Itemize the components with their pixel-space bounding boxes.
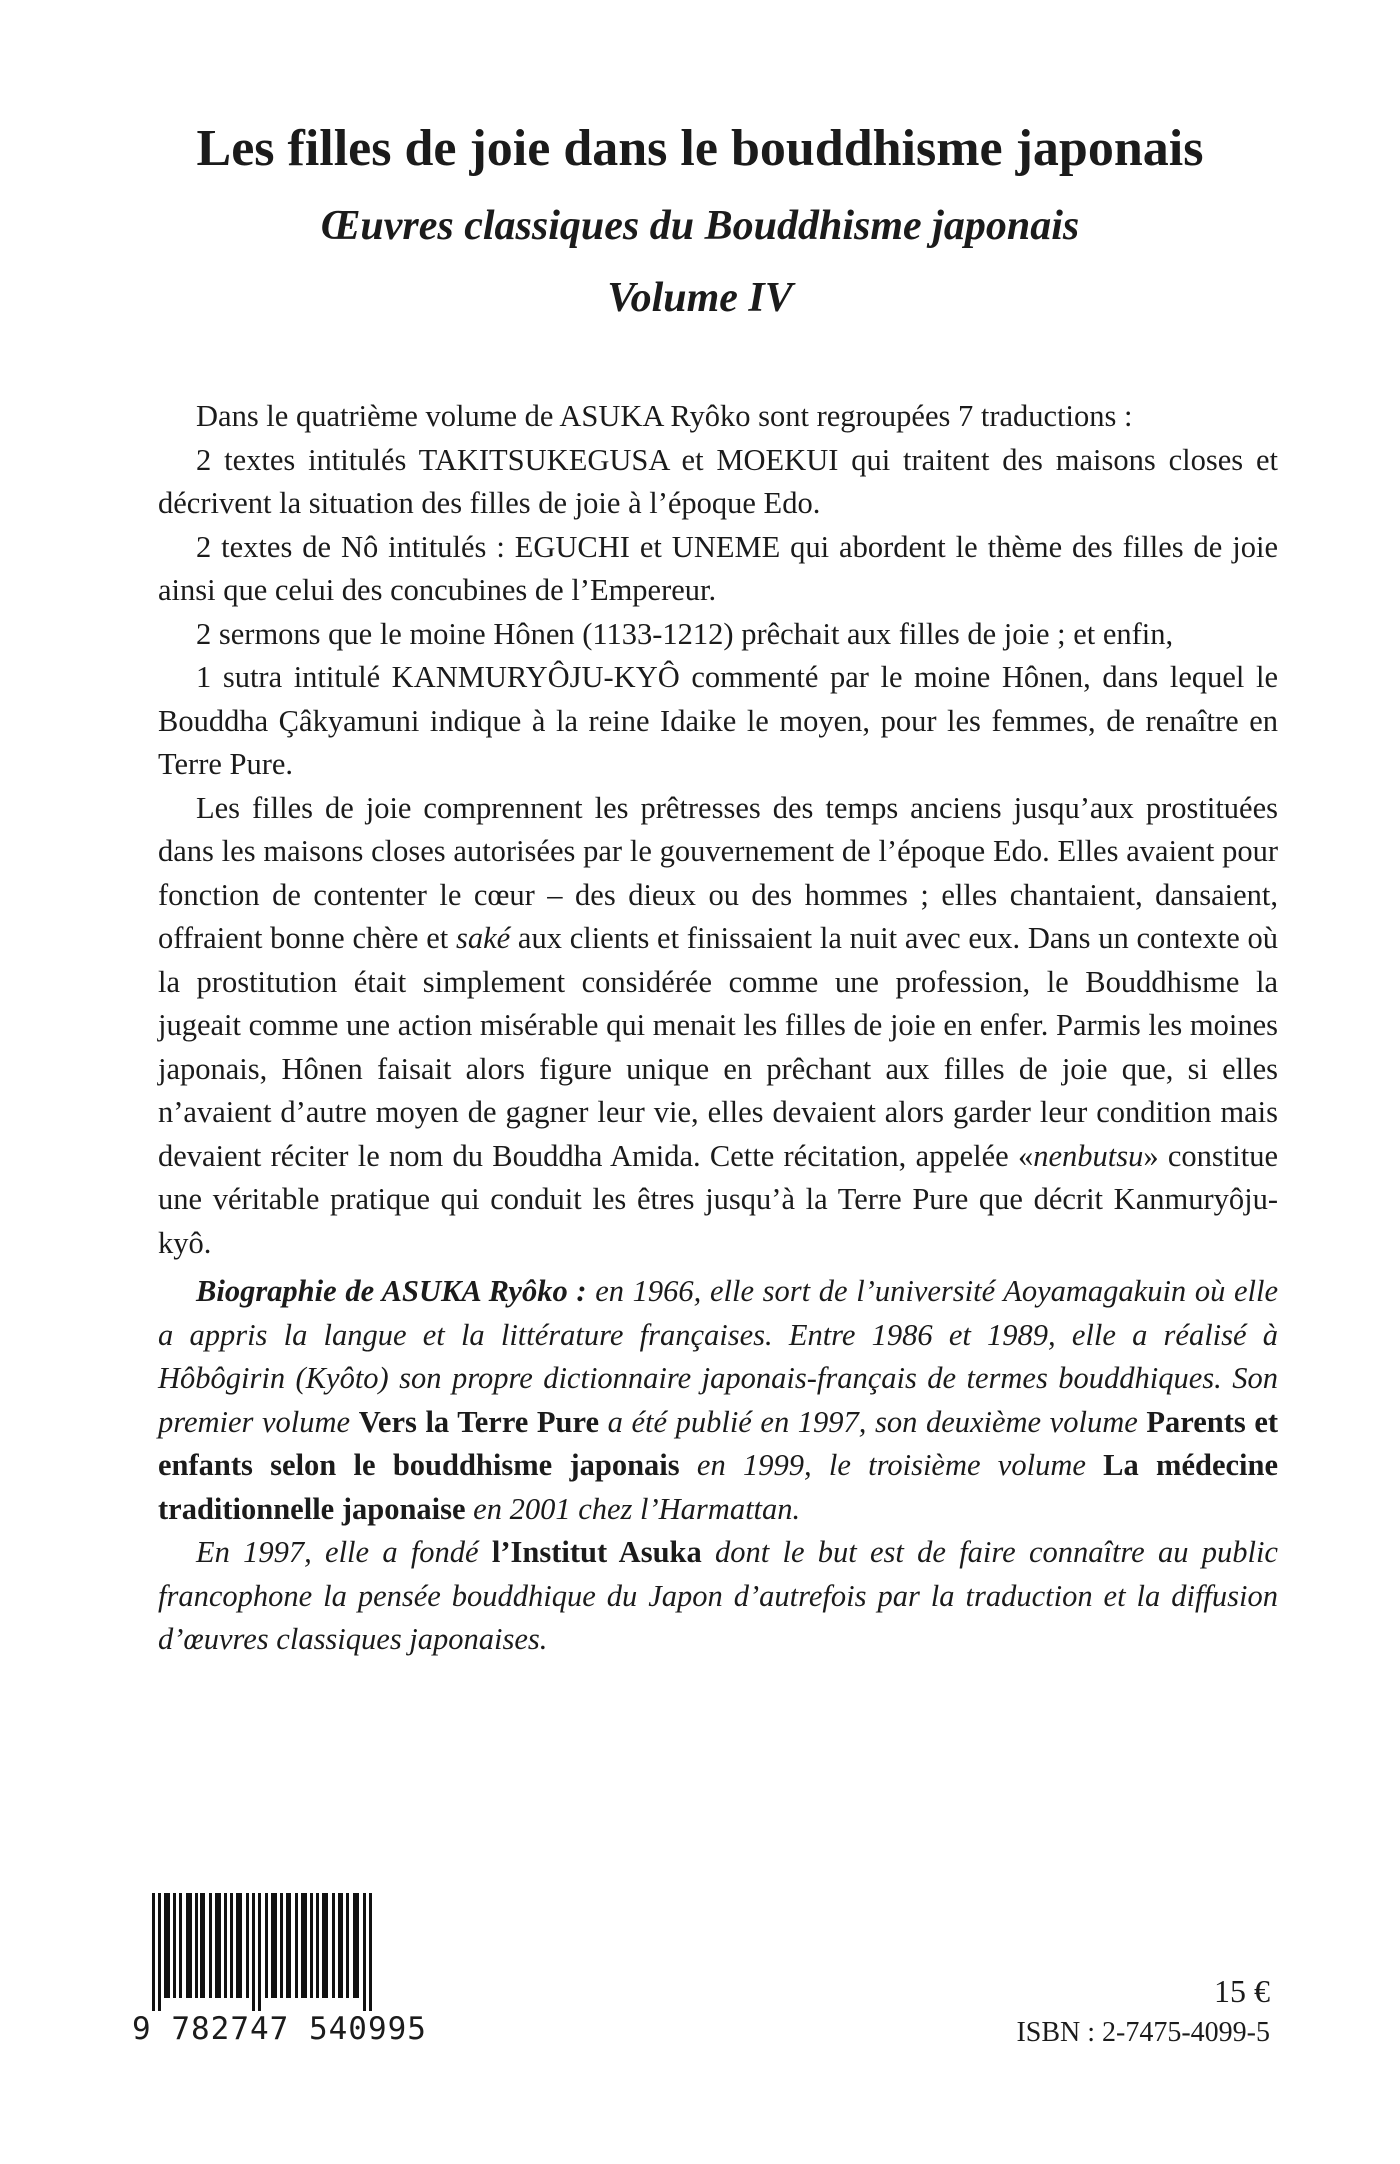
summary-text [158,395,1278,1265]
summary-paragraph [158,439,1278,526]
series-subtitle: Œuvres classiques du Bouddhisme japonais [320,203,1080,249]
summary-p6a: Les filles de joie comprennent les prêtresses des temps anciens jusqu’aux prostituées dans les maisons closes autorisées par le gouvernement de l’époque Edo. Elles avaient pour fonction de contenter le cœur – des dieux ou des hommes ; elles chantaient, dansaient, offraient bonne chère et [158,790,1278,955]
bio-t2: a été publié en 1997, son deuxième volume [607,1404,1138,1439]
bio-t3: en 1999, le troisième volume [696,1448,1086,1482]
summary-p1: Dans le quatrième volume de ASUKA Ryôko sont regroupées 7 traductions : [196,399,1133,433]
author-biography [158,1270,1278,1662]
institute-name: l’Institut Asuka [491,1535,702,1569]
isbn: ISBN : 2-7475-4099-5 [1016,2017,1270,2048]
term-sake: saké [455,921,511,955]
summary-p4: 2 sermons que le moine Hônen (1133-1212) prêchait aux filles de joie ; et enfin, [196,616,1174,651]
summary-paragraph [158,613,1278,657]
bio-t5: En 1997, elle a fondé [196,1535,479,1569]
summary-paragraph [158,395,1278,439]
summary-p2: 2 textes intitulés TAKITSUKEGUSA et MOEKUI qui traitent des maisons closes et décrivent la situation des filles de joie à l’époque Edo. [158,442,1278,520]
bio-label: Biographie de ASUKA Ryôko : [196,1274,587,1308]
volume-label: Volume IV [607,275,793,321]
bio-t6: dont le but est de faire connaître au public francophone la pensée bouddhique du Japon d’autrefois par la traduction et la diffusion d’œuvres classiques japonaises. [158,1535,1278,1656]
book-title-1: Vers la Terre Pure [358,1404,600,1439]
price: 15 € [1214,1973,1270,2009]
book-title-3: La médecine traditionnelle japonaise [158,1448,1278,1526]
barcode-digits: 9 782747 540995 [132,2011,427,2047]
bio-paragraph [158,1531,1278,1662]
barcode-bars [132,1893,394,2011]
barcode [132,1893,427,2063]
summary-paragraph [158,656,1278,787]
book-title: Les filles de joie dans le bouddhisme japonais [196,120,1204,177]
term-nenbutsu: nenbutsu [1033,1138,1144,1173]
summary-paragraph [158,787,1278,1266]
summary-p3: 2 textes de Nô intitulés : EGUCHI et UNEME qui abordent le thème des filles de joie ainsi que celui des concubines de l’Empereur. [158,529,1278,607]
summary-p6b: aux clients et finissaient la nuit avec eux. Dans un contexte où la prostitution était simplement considérée comme une profession, le Bouddhisme la jugeait comme une action misérable qui menait les filles de joie en enfer. Parmis les moines japonais, Hônen faisait alors figure unique en prêchant aux filles de joie que, si elles n’avaient d’autre moyen de gagner leur vie, elles devaient alors garder leur condition mais devaient réciter le nom du Bouddha Amida. Cette récitation, appelée « [158,921,1279,1173]
summary-p5: 1 sutra intitulé KANMURYÔJU-KYÔ commenté par le moine Hônen, dans lequel le Bouddha Çâkyamuni indique à la reine Idaike le moyen, pour les femmes, de renaître en Terre Pure. [158,660,1278,781]
bio-paragraph [158,1270,1278,1531]
book-title-2: Parents et enfants selon le bouddhisme japonais [158,1404,1279,1482]
bio-t1: en 1966, elle sort de l’université Aoyamagakuin où elle a appris la langue et la littérature françaises. Entre 1986 et 1989, elle a réalisé à Hôbôgirin (Kyôto) son propre dictionnaire japonais-français de termes bouddhiques. Son premier volume [158,1274,1279,1439]
summary-p6c: » constitue une véritable pratique qui conduit les êtres jusqu’à la Terre Pure que décrit Kanmuryôju-kyô. [158,1138,1278,1260]
summary-paragraph [158,526,1278,613]
bio-t4: en 2001 chez l’Harmattan. [473,1491,801,1526]
